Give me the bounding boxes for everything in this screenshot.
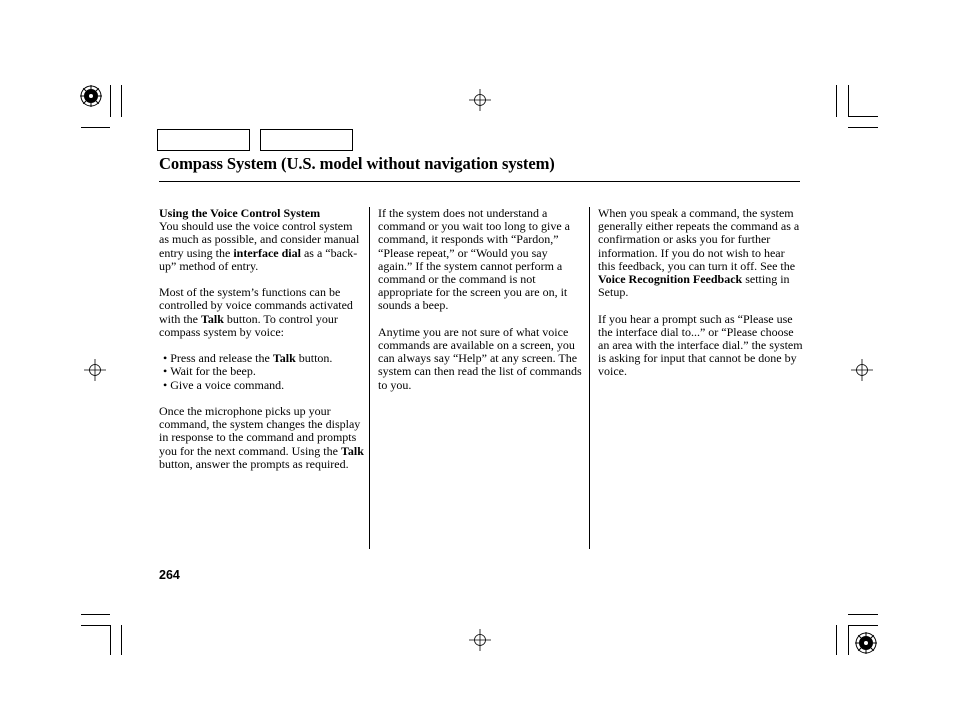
paragraph: Once the microphone picks up your command, the system changes the display in response to the command and prompts you for the next command. Using the Talk button, answer the prompts as required. [159, 404, 364, 471]
column-divider [369, 207, 370, 549]
list-item: • Wait for the beep. [163, 365, 364, 378]
text-column-left [159, 207, 364, 484]
paragraph: Most of the system’s functions can be controlled by voice commands activated with the Talk button. To control your compass system by voice: [159, 285, 353, 339]
term-talk: Talk [201, 311, 224, 326]
registration-gear-icon [854, 631, 878, 655]
text-column-right [598, 207, 803, 392]
step-list [159, 352, 364, 392]
section-tab-box [260, 129, 353, 151]
section-tab-box [157, 129, 250, 151]
term-voice-recognition-feedback: Voice Recognition Feedback [598, 272, 743, 287]
page-number: 264 [159, 568, 180, 582]
paragraph: Anytime you are not sure of what voice commands are available on a screen, you can always say “Help” at any screen. The system can then read the list of commands to you. [378, 324, 582, 392]
page-title: Compass System (U.S. model without navigation system) [159, 154, 555, 173]
title-rule [159, 181, 800, 182]
list-item: • Press and release the Talk button. [163, 352, 364, 365]
term-talk: Talk [340, 443, 364, 458]
term-interface-dial: interface dial [233, 245, 301, 260]
list-item: • Give a voice command. [163, 379, 364, 392]
registration-crosshair-icon [851, 359, 873, 381]
paragraph: When you speak a command, the system generally either repeats the command as a confirmation or asks you for further information. If you do not wish to hear this feedback, you can turn it off. See the Voice Recognition Feedback setting in Setup. [598, 206, 800, 300]
registration-gear-icon [79, 84, 103, 108]
term-talk: Talk [272, 351, 296, 366]
registration-crosshair-icon [469, 629, 491, 651]
text-column-middle [378, 207, 583, 405]
section-heading: Using the Voice Control System [159, 206, 321, 220]
paragraph: You should use the voice control system as much as possible, and consider manual entry using the interface dial as a “back-up” method of entry. [159, 219, 360, 273]
paragraph: If you hear a prompt such as “Please use the interface dial to...” or “Please choose an area with the interface dial.” the system is asking for input that cannot be done by voice. [598, 311, 803, 379]
column-divider [589, 207, 590, 549]
paragraph: If the system does not understand a command or you wait too long to give a command, it responds with “Pardon,” “Please repeat,” or “Would you say again.” If the system cannot perform a command or the command is not appropriate for the screen you are on, it sounds a beep. [378, 206, 570, 313]
registration-crosshair-icon [84, 359, 106, 381]
registration-crosshair-icon [469, 89, 491, 111]
